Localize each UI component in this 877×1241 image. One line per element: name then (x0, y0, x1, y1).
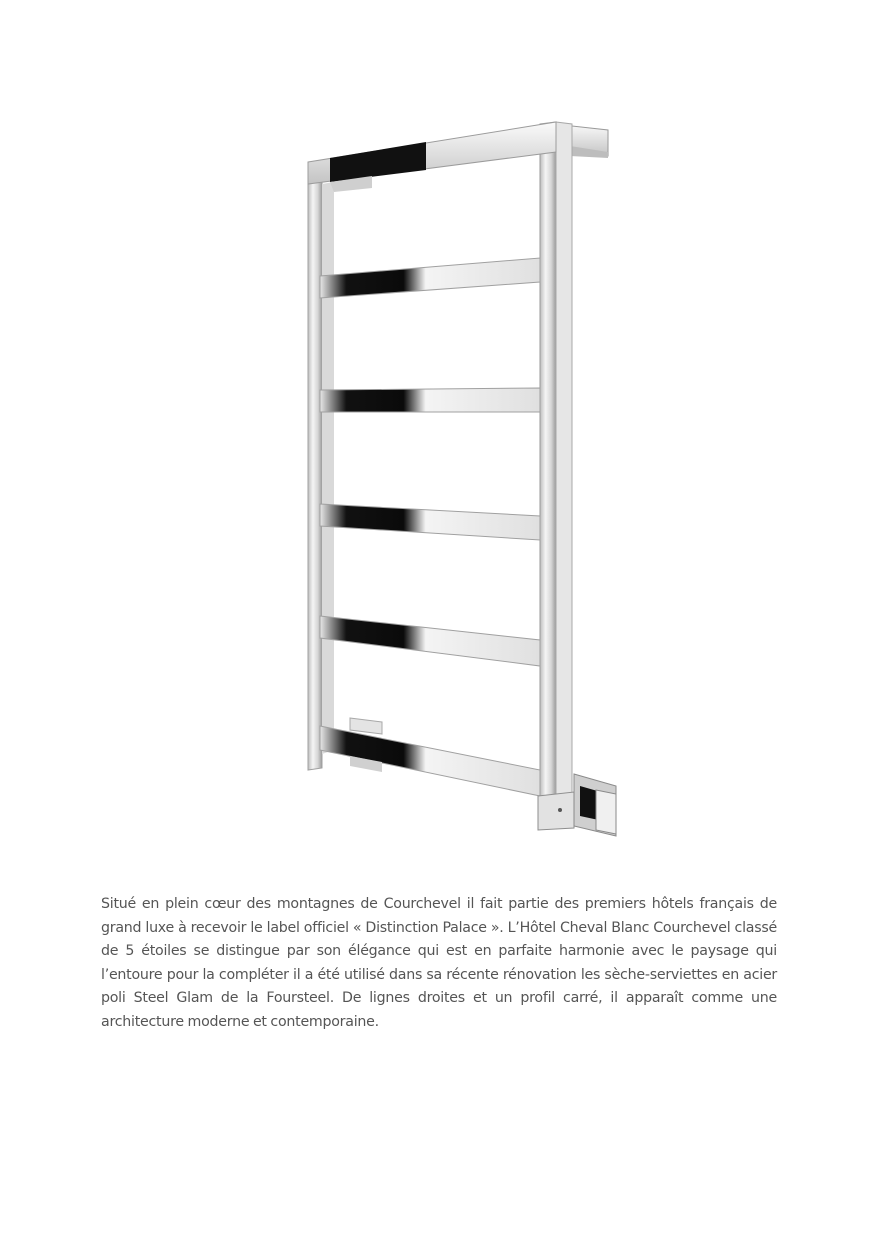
right-upright (540, 122, 572, 804)
rail-bar-3 (320, 504, 540, 540)
top-rail (308, 122, 556, 192)
rail-bar-4 (320, 616, 540, 666)
towel-radiator-illustration (290, 110, 630, 850)
rail-bar-2 (320, 388, 540, 412)
towel-radiator-image (290, 110, 630, 850)
description-paragraph: Situé en plein cœur des montagnes de Courchevel il fait partie des premiers hôtels français de grand luxe à recevoir le label officiel « Distinction Palace ». L’Hôtel Cheval Blanc Courchevel classé de 5 étoiles se distingue par son élégance qui est en parfaite harmonie avec le paysage qui l’entoure pour la compléter il a été utilisé dans sa récente rénovation les sèche-serviettes en acier poli Steel Glam de la Foursteel. De lignes droites et un profil carré, il apparaît comme une architecture moderne et contemporaine. (101, 896, 777, 1030)
rail-bar-5 (320, 718, 540, 796)
rail-bar-1 (320, 258, 540, 298)
left-upright (308, 166, 334, 770)
